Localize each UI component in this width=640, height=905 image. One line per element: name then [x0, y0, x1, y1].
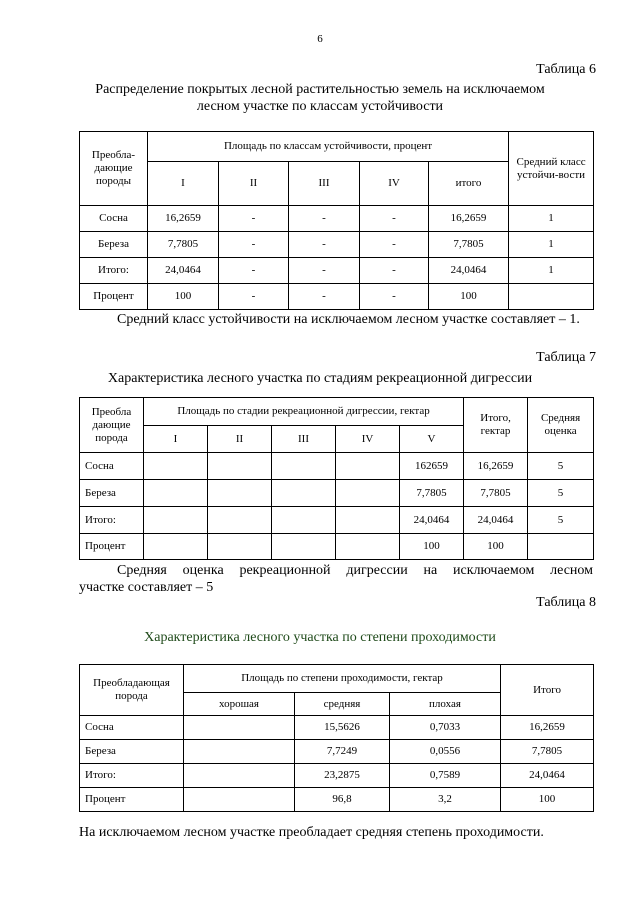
- cell: 15,5626: [295, 716, 390, 740]
- row-label: Сосна: [80, 716, 184, 740]
- cell: [144, 534, 208, 560]
- cell: 100: [429, 284, 509, 310]
- table8-note: На исключаемом лесном участке преобладает средняя степень проходимости.: [79, 825, 544, 840]
- cell: 0,7033: [390, 716, 501, 740]
- table7-header-area: Площадь по стадии рекреационной дигрессии, гектар: [144, 398, 464, 426]
- cell: [272, 480, 336, 507]
- cell: 16,2659: [148, 206, 219, 232]
- cell: -: [360, 258, 429, 284]
- table-row: [80, 740, 594, 764]
- cell: 24,0464: [501, 764, 594, 788]
- cell: 24,0464: [429, 258, 509, 284]
- cell: [528, 534, 594, 560]
- cell: -: [289, 232, 360, 258]
- cell: 162659: [400, 453, 464, 480]
- table8-header-area: Площадь по степени проходимости, гектар: [184, 665, 501, 693]
- table-row: [80, 716, 594, 740]
- cell: 0,0556: [390, 740, 501, 764]
- table8-col-medium: средняя: [295, 693, 390, 716]
- cell: -: [360, 232, 429, 258]
- page-number: 6: [317, 33, 323, 45]
- table7-title: Характеристика лесного участка по стадиям рекреационной дигрессии: [107, 371, 533, 386]
- cell: -: [219, 206, 289, 232]
- table-row: [80, 232, 594, 258]
- cell: -: [219, 232, 289, 258]
- table8: [79, 664, 594, 812]
- table8-label: Таблица 8: [536, 595, 596, 610]
- table-row: [80, 206, 594, 232]
- cell: [272, 507, 336, 534]
- row-label: Сосна: [80, 453, 144, 480]
- row-label: Итого:: [80, 258, 148, 284]
- cell: 5: [528, 507, 594, 534]
- row-label: Процент: [80, 788, 184, 812]
- table-row: [80, 258, 594, 284]
- table7-note: [79, 562, 593, 596]
- cell: [208, 534, 272, 560]
- table7-header-avg: Средняя оценка: [528, 398, 594, 453]
- row-label: Процент: [80, 284, 148, 310]
- table6-note: Средний класс устойчивости на исключаемом лесном участке составляет – 1.: [117, 312, 580, 327]
- cell: 16,2659: [429, 206, 509, 232]
- row-label: Итого:: [80, 764, 184, 788]
- table6-col-4: IV: [360, 162, 429, 206]
- cell: 100: [400, 534, 464, 560]
- cell: [208, 480, 272, 507]
- table7-col-2: II: [208, 426, 272, 453]
- cell: -: [289, 284, 360, 310]
- table-row: [80, 284, 594, 310]
- cell: 3,2: [390, 788, 501, 812]
- cell: 96,8: [295, 788, 390, 812]
- cell: [184, 716, 295, 740]
- cell: [208, 453, 272, 480]
- table6-header-species: Преобла-дающие породы: [80, 132, 148, 206]
- table6: [79, 131, 594, 310]
- table6-title-line2: лесном участке по классам устойчивости: [196, 99, 444, 114]
- table6-header-area: Площадь по классам устойчивости, процент: [148, 132, 509, 162]
- cell: 24,0464: [148, 258, 219, 284]
- cell: 100: [464, 534, 528, 560]
- table6-title: [60, 81, 580, 115]
- cell: [184, 788, 295, 812]
- cell: 1: [509, 258, 594, 284]
- table7-note-line2: участке составляет – 5: [79, 580, 214, 595]
- cell: 1: [509, 206, 594, 232]
- cell: [184, 740, 295, 764]
- cell: 1: [509, 232, 594, 258]
- cell: [336, 480, 400, 507]
- table7-note-line1: Средняя оценка рекреационной дигрессии на исключаемом лесном: [117, 563, 593, 578]
- table6-col-1: I: [148, 162, 219, 206]
- row-label: Итого:: [80, 507, 144, 534]
- cell: 7,7249: [295, 740, 390, 764]
- table-row: [80, 534, 594, 560]
- cell: 100: [148, 284, 219, 310]
- cell: -: [360, 206, 429, 232]
- cell: 7,7805: [464, 480, 528, 507]
- cell: -: [219, 258, 289, 284]
- table7-col-4: IV: [336, 426, 400, 453]
- table6-header-avg: Средний класс устойчи-вости: [509, 132, 594, 206]
- table7-col-1: I: [144, 426, 208, 453]
- table-row: [80, 788, 594, 812]
- table-row: [80, 507, 594, 534]
- table6-col-total: итого: [429, 162, 509, 206]
- cell: [144, 507, 208, 534]
- table7: [79, 397, 594, 560]
- cell: 24,0464: [464, 507, 528, 534]
- table-row: [80, 764, 594, 788]
- cell: [336, 507, 400, 534]
- cell: [336, 534, 400, 560]
- cell: [144, 480, 208, 507]
- table8-header-species: Преобладающая порода: [80, 665, 184, 716]
- table7-header-species: Преобла дающие порода: [80, 398, 144, 453]
- cell: [144, 453, 208, 480]
- row-label: Процент: [80, 534, 144, 560]
- cell: 100: [501, 788, 594, 812]
- table8-header-total: Итого: [501, 665, 594, 716]
- table7-header-total: Итого, гектар: [464, 398, 528, 453]
- table7-label: Таблица 7: [536, 350, 596, 365]
- cell: 5: [528, 480, 594, 507]
- cell: [336, 453, 400, 480]
- cell: -: [360, 284, 429, 310]
- row-label: Сосна: [80, 206, 148, 232]
- table8-title: Характеристика лесного участка по степени проходимости: [144, 630, 496, 645]
- cell: 7,7805: [400, 480, 464, 507]
- cell: [184, 764, 295, 788]
- table8-col-poor: плохая: [390, 693, 501, 716]
- cell: 7,7805: [429, 232, 509, 258]
- table7-col-3: III: [272, 426, 336, 453]
- table-row: [80, 480, 594, 507]
- cell: [272, 453, 336, 480]
- table6-col-3: III: [289, 162, 360, 206]
- table-row: [80, 453, 594, 480]
- table6-title-line1: Распределение покрытых лесной растительностью земель на исключаемом: [95, 82, 545, 97]
- cell: -: [289, 206, 360, 232]
- cell: 7,7805: [501, 740, 594, 764]
- cell: 24,0464: [400, 507, 464, 534]
- row-label: Береза: [80, 480, 144, 507]
- cell: 23,2875: [295, 764, 390, 788]
- cell: -: [219, 284, 289, 310]
- cell: -: [289, 258, 360, 284]
- table8-col-good: хорошая: [184, 693, 295, 716]
- cell: 16,2659: [464, 453, 528, 480]
- table6-label: Таблица 6: [536, 62, 596, 77]
- row-label: Береза: [80, 232, 148, 258]
- cell: [509, 284, 594, 310]
- cell: 7,7805: [148, 232, 219, 258]
- cell: [208, 507, 272, 534]
- cell: 0,7589: [390, 764, 501, 788]
- cell: 5: [528, 453, 594, 480]
- cell: [272, 534, 336, 560]
- table7-col-5: V: [400, 426, 464, 453]
- cell: 16,2659: [501, 716, 594, 740]
- row-label: Береза: [80, 740, 184, 764]
- table6-col-2: II: [219, 162, 289, 206]
